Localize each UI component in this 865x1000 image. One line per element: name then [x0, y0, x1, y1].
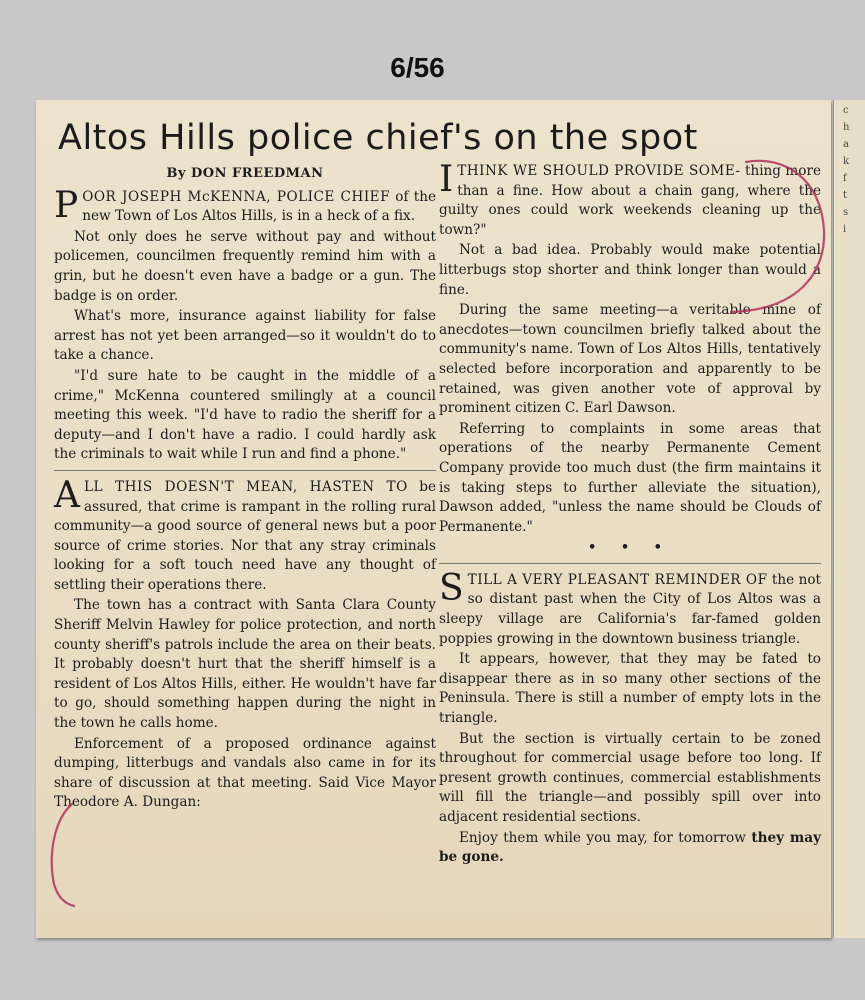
- lead-in-caps: THINK WE SHOULD PROVIDE SOME-: [457, 163, 741, 179]
- left-column: [54, 164, 436, 814]
- lead-in-caps: OOR JOSEPH McKENNA, POLICE CHIEF: [82, 188, 391, 205]
- drop-cap: I: [439, 159, 454, 200]
- right-paragraph-1: [439, 159, 821, 240]
- headline: Altos Hills police chief's on the spot: [58, 118, 698, 158]
- right-paragraph-7: But the section is virtually certain to be zoned throughout for commercial usage before too long. If present growth continues, commercial establishments will fill the triangle—and possibly spill over into adjacent residential sections.: [439, 730, 821, 825]
- paragraph-text: of the new Town of Los Altos Hills, is in a heck of a fix.: [82, 188, 436, 225]
- page-number-label: 6/56: [390, 52, 445, 83]
- column-divider: [54, 470, 436, 471]
- paragraph-text: thing more than a fine. How about a chain gang, where the guilty ones could work weekends cleaning up the town?": [439, 163, 821, 238]
- lead-in-caps: TILL A VERY PLEASANT REMINDER OF: [467, 571, 768, 588]
- drop-cap: A: [54, 474, 80, 516]
- red-pen-mark-bottom-left: [40, 800, 80, 910]
- right-paragraph-4: Referring to complaints in some areas that operations of the nearby Permanente Cement Company provide too much dust (the firm maintains it is taking steps to further alleviate the situation), Dawson added, "unless the name should be Clouds of Permanente.": [439, 420, 821, 535]
- right-paragraph-8: [439, 829, 821, 868]
- left-paragraph-4: "I'd sure hate to be caught in the middle of a crime," McKenna countered smilingly at a council meeting this week. "I'd have to radio the sheriff for a deputy—and I don't have a radio. I could hardly ask the criminals to wait while I run and find a phone.": [54, 367, 436, 463]
- paragraph-text: be assured, that crime is rampant in the rolling rural community—a good source of general news but a poor source of crime stories. Nor that any stray criminals looking for a soft touch need have any thought of settling their operations there.: [54, 478, 437, 593]
- column-divider: [439, 563, 821, 564]
- drop-cap: P: [54, 184, 79, 226]
- closing-text: Enjoy them while you may, for tomorrow: [459, 829, 746, 846]
- left-paragraph-6: The town has a contract with Santa Clara County Sheriff Melvin Hawley for police protection, and north county sheriff's patrols include the area on their beats. It probably doesn't hurt that the sheriff himself is a resident of Los Altos Hills, either. He wouldn't have far to go, should something happen during the night in the town he calls home.: [54, 597, 436, 732]
- adjacent-clipping-edge: [833, 100, 865, 938]
- paragraph-text: the not so distant past when the City of Los Altos was a sleepy village are California's far-famed golden poppies growing in the downtown business triangle.: [439, 571, 821, 647]
- right-paragraph-6: It appears, however, that they may be fated to disappear there as in so many other sections of the Peninsula. There is still a number of empty lots in the triangle.: [439, 651, 821, 727]
- lead-in-caps: LL THIS DOESN'T MEAN, HASTEN TO: [84, 478, 408, 495]
- right-paragraph-2: Not a bad idea. Probably would make potential litterbugs stop shorter and think longer than would a fine.: [439, 242, 821, 298]
- left-paragraph-2: Not only does he serve without pay and without policemen, councilmen frequently remind him with a grin, but he doesn't even have a badge or a gun. The badge is on order.: [54, 228, 436, 304]
- byline: By DON FREEDMAN: [166, 166, 324, 181]
- section-separator: • • •: [588, 540, 672, 556]
- left-paragraph-3: What's more, insurance against liability for false arrest has not yet been arranged—so it wouldn't do to take a chance.: [54, 308, 436, 364]
- right-column: [439, 159, 821, 869]
- left-paragraph-1: [54, 184, 436, 227]
- right-paragraph-5: [439, 567, 821, 649]
- closing-text-bold: they may be gone.: [439, 829, 821, 866]
- right-paragraph-3: During the same meeting—a veritable mine of anecdotes—town councilmen briefly talked about the community's name. Town of Los Altos Hills, tentatively selected before incorporation and apparently to be retained, was given another vote of approval by prominent citizen C. Earl Dawson.: [439, 302, 821, 417]
- left-paragraph-5: [54, 474, 437, 596]
- edge-text: c h a k f t s i: [843, 105, 850, 235]
- left-paragraph-7: Enforcement of a proposed ordinance against dumping, litterbugs and vandals also came in for its share of discussion at that meeting. Said Vice Mayor Theodore A. Dungan:: [54, 735, 436, 811]
- drop-cap: S: [439, 567, 464, 609]
- newspaper-clipping: [36, 100, 831, 938]
